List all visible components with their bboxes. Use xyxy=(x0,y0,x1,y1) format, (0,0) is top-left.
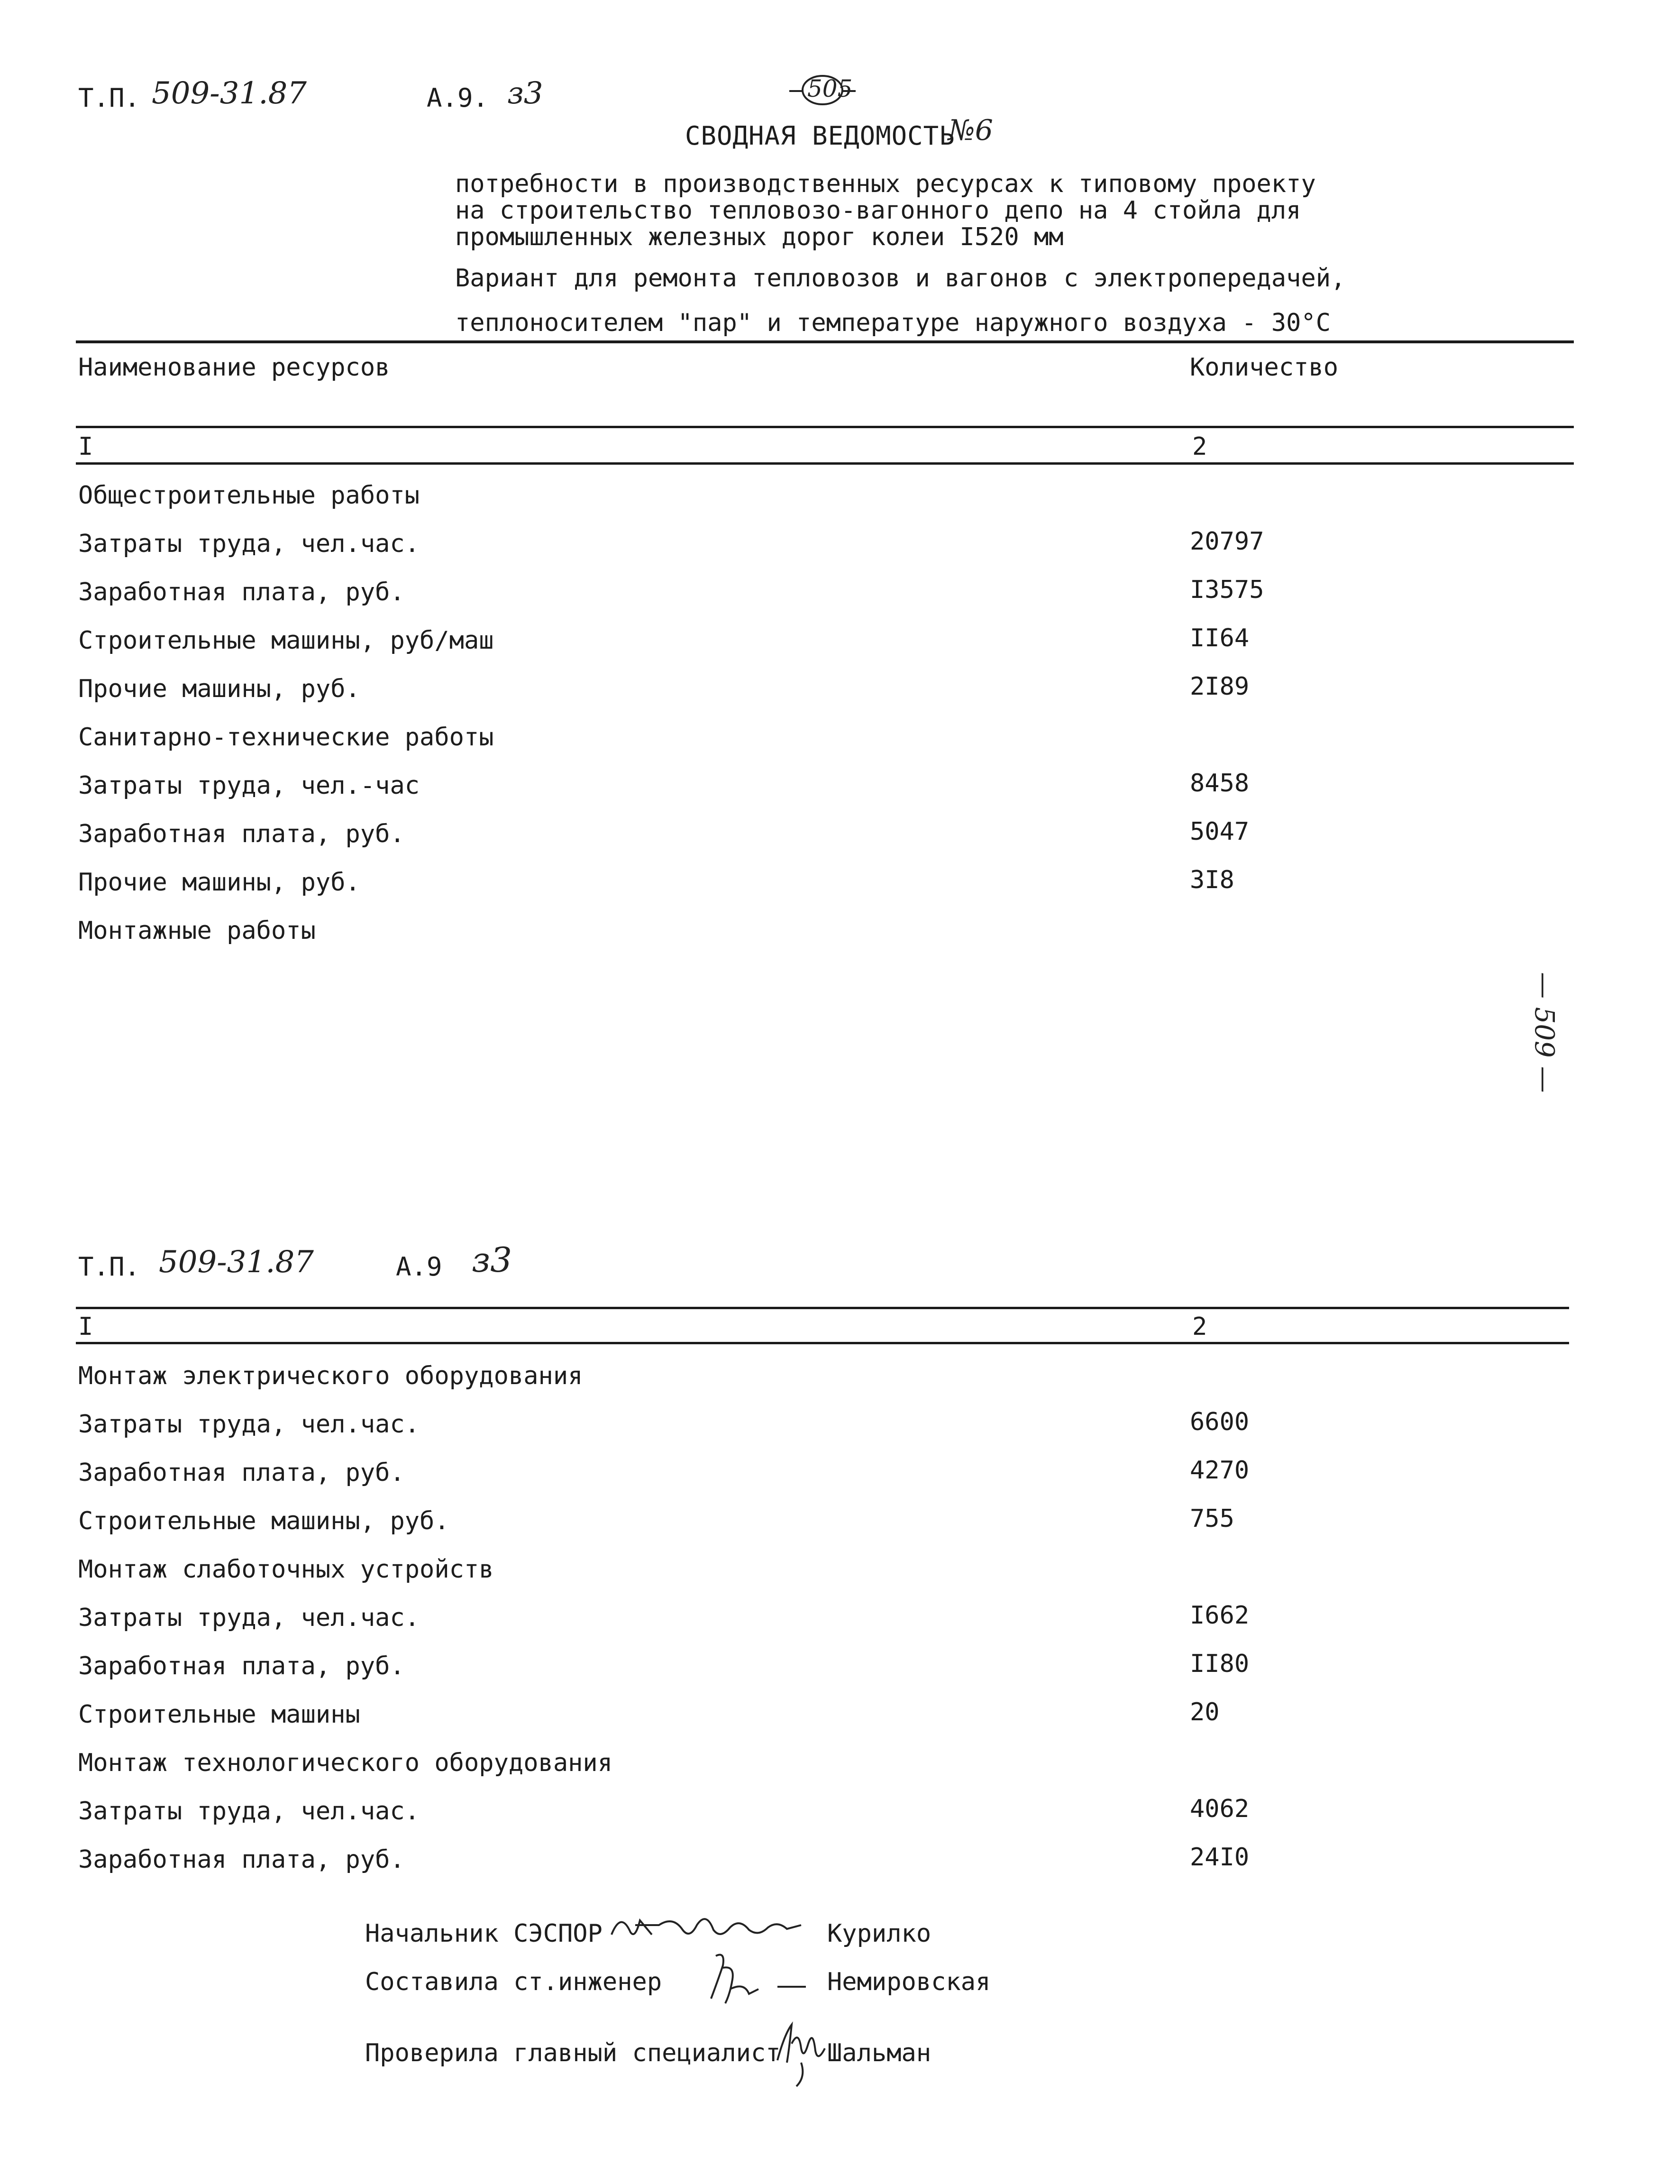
page-number-stamp xyxy=(789,71,856,109)
table-row-label: Заработная плата, руб. xyxy=(78,578,405,606)
doc-subtitle xyxy=(455,171,1316,250)
variant-line: Вариант для ремонта тепловозов и вагонов с электропередачей, xyxy=(455,264,1346,293)
signature-name: Курилко xyxy=(827,1919,931,1948)
tp-number: 509-31.87 xyxy=(152,76,307,111)
table-row-label: Затраты труда, чел.час. xyxy=(78,530,420,558)
subtitle-line: промышленных железных дорог колеи I520 мм xyxy=(455,223,1064,251)
doc-title: СВОДНАЯ ВЕДОМОСТЬ xyxy=(685,121,955,151)
col-number-name: I xyxy=(78,1312,93,1341)
tp-prefix: Т.П. xyxy=(78,83,140,113)
table-row-qty: 3I8 xyxy=(1190,866,1234,894)
table-row-qty: 20 xyxy=(1190,1698,1220,1726)
table-header-rule xyxy=(76,426,1574,428)
album-sheet: з3 xyxy=(472,1240,512,1280)
table-row-label: Затраты труда, чел.-час xyxy=(78,771,420,800)
signature-nemirovskaya-icon xyxy=(697,1946,815,2013)
table-row-label: Строительные машины xyxy=(78,1700,360,1729)
col-number-qty: 2 xyxy=(1192,1312,1207,1341)
signature-kurilko-icon xyxy=(607,1906,806,1949)
subtitle-line: потребности в производственных ресурсах к типовому проекту xyxy=(455,170,1316,198)
table-row-qty: 755 xyxy=(1190,1505,1234,1533)
table-row-label: Монтаж электрического оборудования xyxy=(78,1362,583,1390)
table-row-label: Затраты труда, чел.час. xyxy=(78,1410,420,1439)
table-row-label: Монтаж технологического оборудования xyxy=(78,1749,613,1777)
table-numbers-rule xyxy=(76,462,1574,465)
table-row-qty: 24I0 xyxy=(1190,1843,1250,1872)
col-header-qty: Количество xyxy=(1190,353,1339,382)
table-row-label: Заработная плата, руб. xyxy=(78,1459,405,1487)
doc-variant xyxy=(455,256,1345,345)
subtitle-line: на строительство тепловозо-вагонного депо на 4 стойла для xyxy=(455,196,1301,225)
table-row-qty: 4270 xyxy=(1190,1456,1250,1485)
table-row-qty: I3575 xyxy=(1190,576,1264,604)
table-row-label: Общестроительные работы xyxy=(78,481,420,510)
signature-role: Начальник СЭСПОР xyxy=(365,1919,603,1948)
variant-line: теплоносителем "пар" и температуре наружного воздуха - 30°С xyxy=(455,309,1331,337)
tp-number: 509-31.87 xyxy=(159,1245,314,1280)
doc-title-number: №6 xyxy=(948,114,993,147)
table-row-label: Прочие машины, руб. xyxy=(78,675,360,703)
side-page-number: — 509 — xyxy=(1529,972,1560,1093)
col-number-qty: 2 xyxy=(1192,432,1207,461)
table-row-label: Строительные машины, руб. xyxy=(78,1507,449,1535)
table-row-label: Затраты труда, чел.час. xyxy=(78,1604,420,1632)
table-row-qty: 20797 xyxy=(1190,527,1264,556)
signature-shalman-icon xyxy=(773,2015,830,2091)
table-row-qty: 2I89 xyxy=(1190,672,1250,701)
table-row-label: Заработная плата, руб. xyxy=(78,1845,405,1874)
table-top-rule xyxy=(76,340,1574,343)
table-numbers-rule xyxy=(76,1342,1569,1344)
col-header-name: Наименование ресурсов xyxy=(78,353,390,382)
table-row-label: Монтажные работы xyxy=(78,917,316,945)
album-code: А.9 xyxy=(396,1252,442,1282)
album-sheet: з3 xyxy=(507,76,543,111)
signature-role: Проверила главный специалист xyxy=(365,2039,781,2067)
signature-name: Шальман xyxy=(827,2039,931,2067)
table-row-label: Санитарно-технические работы xyxy=(78,723,494,752)
table-row-label: Заработная плата, руб. xyxy=(78,1652,405,1680)
page-number: 505 xyxy=(807,75,853,102)
table-row-qty: 6600 xyxy=(1190,1408,1250,1436)
col-number-name: I xyxy=(78,432,93,461)
table-row-label: Монтаж слаботочных устройств xyxy=(78,1555,494,1584)
table-row-label: Заработная плата, руб. xyxy=(78,820,405,848)
table-row-qty: 8458 xyxy=(1190,769,1250,798)
signature-name: Немировская xyxy=(827,1968,991,1996)
table-row-label: Строительные машины, руб/маш xyxy=(78,626,494,655)
tp-prefix: Т.П. xyxy=(78,1252,140,1282)
table-top-rule xyxy=(76,1307,1569,1309)
table-row-qty: 5047 xyxy=(1190,817,1250,846)
album-code: А.9. xyxy=(427,83,489,113)
table-row-label: Прочие машины, руб. xyxy=(78,868,360,897)
table-row-qty: II64 xyxy=(1190,624,1250,652)
table-row-qty: II80 xyxy=(1190,1650,1250,1678)
table-row-qty: I662 xyxy=(1190,1601,1250,1630)
table-row-qty: 4062 xyxy=(1190,1795,1250,1823)
table-row-label: Затраты труда, чел.час. xyxy=(78,1797,420,1826)
signature-role: Составила ст.инженер xyxy=(365,1968,662,1996)
